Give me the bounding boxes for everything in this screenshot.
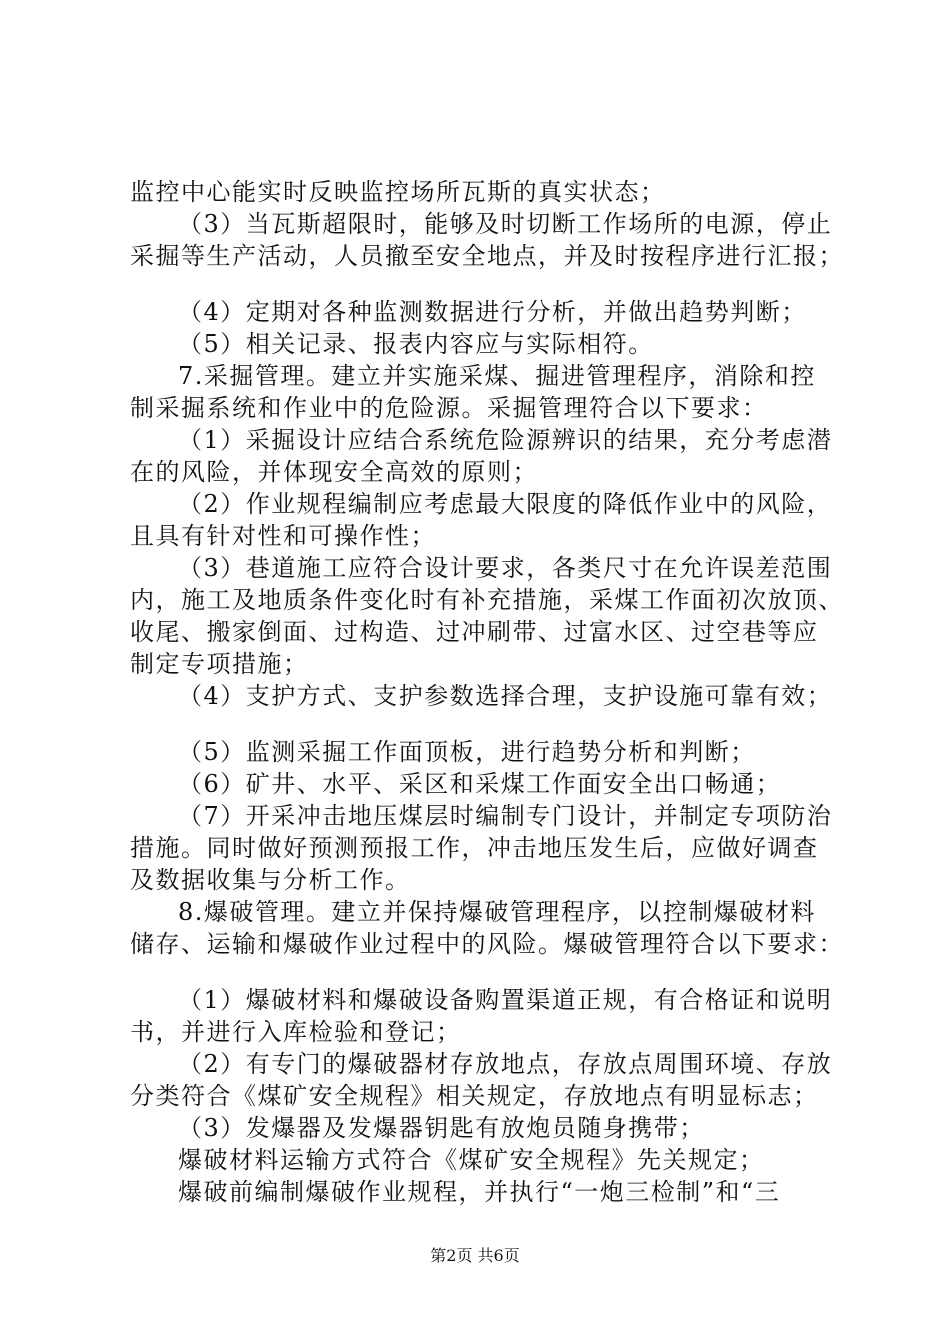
text-line-27: 分类符合《煤矿安全规程》相关规定，存放地点有明显标志； [130,1082,819,1110]
text-line-7: 制采掘系统和作业中的危险源。采掘管理符合以下要求： [130,394,768,422]
text-line-13: 内，施工及地质条件变化时有补充措施，采煤工作面初次放顶、 [130,586,844,614]
text-line-4: （4）定期对各种监测数据进行分析，并做出趋势判断； [178,298,807,326]
text-line-5: （5）相关记录、报表内容应与实际相符。 [178,330,654,358]
text-line-21: 及数据收集与分析工作。 [130,866,411,894]
text-line-24: （1）爆破材料和爆破设备购置渠道正规，有合格证和说明 [178,986,833,1014]
text-line-22: 8.爆破管理。建立并保持爆破管理程序，以控制爆破材料 [178,898,816,926]
text-line-11: 且具有针对性和可操作性； [130,522,436,550]
text-line-15: 制定专项措施； [130,650,309,678]
text-line-8: （1）采掘设计应结合系统危险源辨识的结果，充分考虑潜 [178,426,833,454]
text-line-28: （3）发爆器及发爆器钥匙有放炮员随身携带； [178,1114,705,1142]
text-line-20: 措施。同时做好预测预报工作，冲击地压发生后，应做好调查 [130,834,819,862]
text-line-30: 爆破前编制爆破作业规程，并执行“一炮三检制”和“三 [178,1178,781,1206]
text-line-1: 监控中心能实时反映监控场所瓦斯的真实状态； [130,178,666,206]
text-line-19: （7）开采冲击地压煤层时编制专门设计，并制定专项防治 [178,802,833,830]
text-line-23: 储存、运输和爆破作业过程中的风险。爆破管理符合以下要求： [130,930,844,958]
text-line-25: 书，并进行入库检验和登记； [130,1018,462,1046]
text-line-18: （6）矿井、水平、采区和采煤工作面安全出口畅通； [178,770,782,798]
page-footer: 第2页 共6页 [430,1246,520,1265]
text-line-26: （2）有专门的爆破器材存放地点，存放点周围环境、存放 [178,1050,833,1078]
text-line-2: （3）当瓦斯超限时，能够及时切断工作场所的电源，停止 [178,210,833,238]
text-line-14: 收尾、搬家倒面、过构造、过冲刷带、过富水区、过空巷等应 [130,618,819,646]
text-line-12: （3）巷道施工应符合设计要求，各类尺寸在允许误差范围 [178,554,833,582]
text-line-3: 采掘等生产活动，人员撤至安全地点，并及时按程序进行汇报； [130,242,844,270]
text-line-10: （2）作业规程编制应考虑最大限度的降低作业中的风险， [178,490,833,518]
text-line-9: 在的风险，并体现安全高效的原则； [130,458,538,486]
text-line-16: （4）支护方式、支护参数选择合理，支护设施可靠有效； [178,682,833,710]
text-line-29: 爆破材料运输方式符合《煤矿安全规程》先关规定； [178,1146,765,1174]
text-line-6: 7.采掘管理。建立并实施采煤、掘进管理程序，消除和控 [178,362,816,390]
text-line-17: （5）监测采掘工作面顶板，进行趋势分析和判断； [178,738,756,766]
